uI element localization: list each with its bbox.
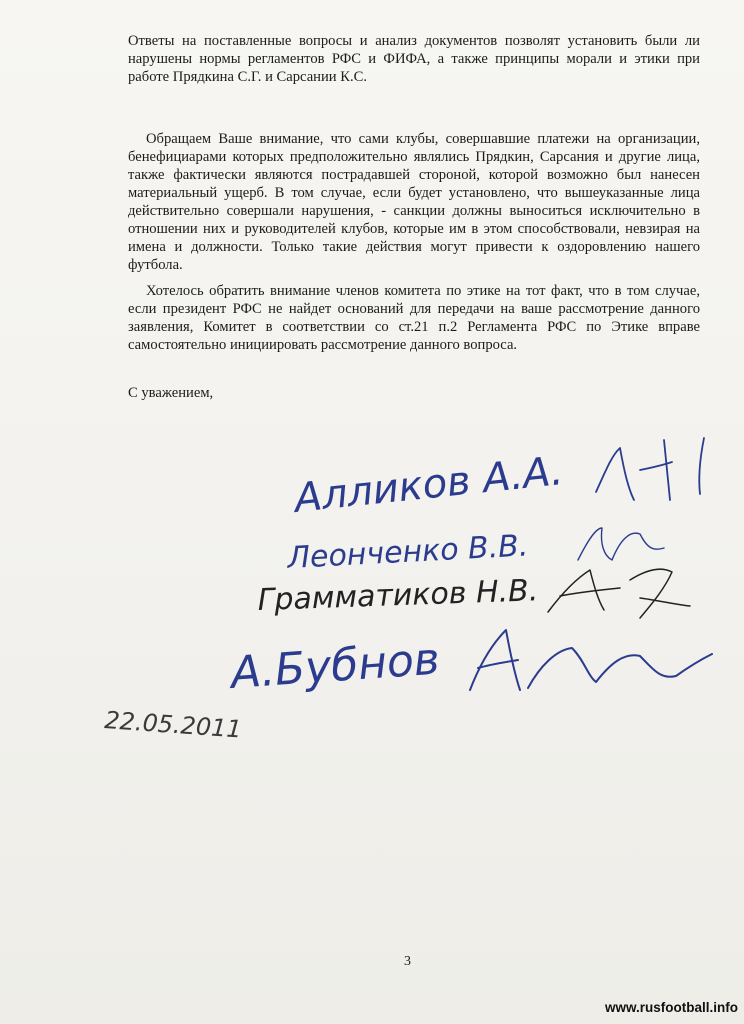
paragraph-clubs-notice: Обращаем Ваше внимание, что сами клубы, совершавшие платежи на организации, бенефициарами которых предположительно являлись Прядкин, Сарсания и другие лица, также фактически являются пострадавшей стороной, которой возможно был нанесен материальный ущерб. В том случае, если будет установлено, что вышеуказанные лица действительно совершали нарушения, - санкции должны выноситься исключительно в отношении них и руководителей клубов, которые им в этом способствовали, невзирая на имена и должности. Только такие действия могут привести к оздоровлению нашего футбола.: [128, 131, 700, 273]
svg-text:Алликов А.А.: Алликов А.А.: [292, 448, 566, 522]
paragraph-ethics-committee: Хотелось обратить внимание членов комитета по этике на тот факт, что в том случае, если президент РФС не найдет оснований для передачи на ваше рассмотрение данного заявления, Комитет в соответствии со ст.21 п.2 Регламента РФС по Этике вправе самостоятельно инициировать рассмотрение данного вопроса.: [128, 283, 700, 353]
paragraph-conclusion: Ответы на поставленные вопросы и анализ документов позволят установить были ли нарушены нормы регламентов РФС и ФИФА, а также принципы морали и этики при работе Прядкина С.Г. и Сарсании К.С.: [128, 33, 700, 85]
svg-text:Грамматиков Н.В.: Грамматиков Н.В.: [257, 573, 539, 618]
svg-text:А.Бубнов: А.Бубнов: [229, 633, 442, 699]
signature-2: [286, 528, 664, 576]
watermark: www.rusfootball.info: [605, 1000, 738, 1015]
signature-4: [226, 630, 712, 699]
signature-3: [257, 569, 690, 618]
svg-text:Леонченко В.В.: Леонченко В.В.: [286, 528, 530, 576]
page-number: 3: [404, 954, 411, 969]
handwritten-date: [104, 706, 243, 744]
signature-1: [289, 438, 704, 522]
svg-text:22.05.2011: 22.05.2011: [103, 706, 243, 744]
closing-salutation: С уважением,: [128, 385, 214, 401]
